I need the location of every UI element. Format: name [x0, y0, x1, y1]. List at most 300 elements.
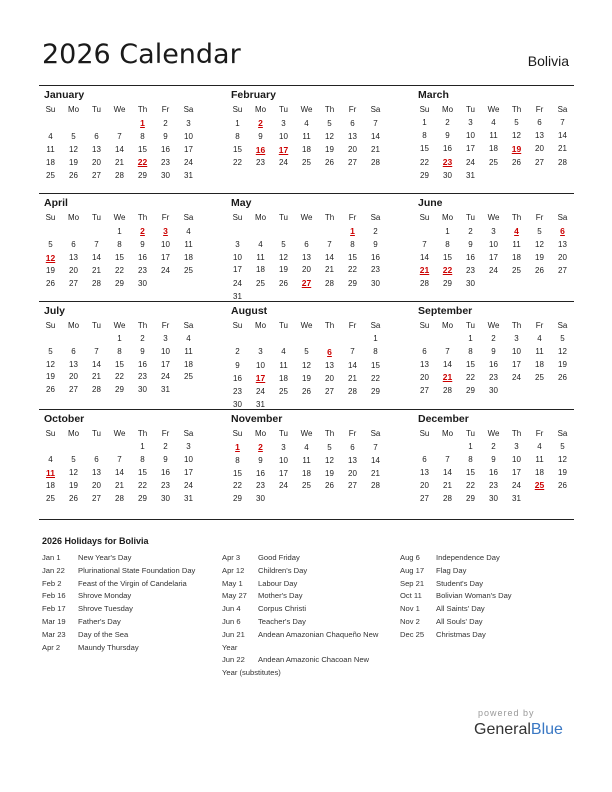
day-cell: 2	[468, 226, 473, 236]
day-cell: 19	[46, 266, 55, 276]
month-name: May	[231, 197, 252, 209]
weekday-header: Th	[324, 321, 335, 330]
empty-day-cell	[295, 493, 318, 506]
day-cell: 27	[69, 385, 78, 395]
day-cell: 16	[489, 359, 498, 369]
day-cell: 30	[161, 171, 170, 181]
day-cell: 22	[115, 372, 124, 382]
day-cell: 12	[558, 346, 567, 356]
day-cell: 18	[302, 468, 311, 478]
weekday-header: Su	[45, 429, 56, 438]
holiday-name: Andean Amazonic Chacoan New	[258, 655, 370, 665]
week-row	[413, 454, 574, 467]
day-cell: 21	[558, 144, 567, 154]
day-cell: 29	[443, 279, 452, 289]
day-cell: 23	[233, 387, 242, 397]
day-cell: 3	[514, 442, 519, 451]
day-cell: 5	[514, 118, 519, 127]
month-name: June	[418, 197, 443, 209]
day-cell: 12	[302, 360, 311, 370]
day-cell: 21	[348, 373, 357, 383]
day-cell: 13	[348, 131, 357, 141]
weekday-header: Sa	[557, 321, 568, 330]
weekday-header: Th	[324, 105, 335, 114]
generalblue-logo[interactable]	[474, 720, 563, 740]
holiday-entry	[400, 565, 512, 578]
week-row	[413, 170, 574, 183]
holiday-date: Jun 6	[222, 616, 241, 626]
day-cell: 17	[466, 144, 475, 154]
weekday-header: Th	[511, 213, 522, 222]
day-cell: 26	[279, 278, 288, 288]
holiday-date: Nov 2	[400, 616, 420, 626]
week-row	[39, 454, 200, 467]
day-cell: 30	[138, 385, 147, 395]
holiday-day-number: 1	[140, 118, 145, 128]
quarter-row	[39, 302, 574, 410]
day-cell: 15	[138, 468, 147, 478]
day-cell: 14	[325, 252, 334, 262]
day-cell: 31	[161, 385, 170, 395]
holiday-name: Shrove Tuesday	[78, 604, 133, 614]
week-row	[226, 372, 387, 386]
day-cell: 5	[71, 454, 76, 464]
day-cell: 8	[373, 347, 378, 357]
day-cell: 9	[491, 346, 496, 356]
week-row	[413, 359, 574, 372]
day-cell: 21	[325, 265, 334, 275]
holiday-date: Jun 21	[222, 629, 245, 639]
calendar-grid	[39, 85, 574, 520]
weekday-header: Tu	[465, 105, 476, 114]
day-cell: 24	[279, 481, 288, 491]
holiday-day-number: 11	[46, 467, 55, 478]
weekday-header: Fr	[348, 213, 357, 222]
day-cell: 23	[256, 158, 265, 168]
day-cell: 26	[512, 157, 521, 167]
day-cell: 10	[161, 239, 170, 249]
week-row	[39, 170, 200, 183]
holiday-date: Jun 4	[222, 604, 241, 614]
day-cell: 8	[235, 131, 240, 141]
day-cell: 17	[512, 359, 521, 369]
holiday-date: Apr 3	[222, 553, 241, 562]
day-cell: 9	[258, 455, 263, 465]
day-cell: 22	[466, 480, 475, 490]
day-cell: 9	[140, 346, 145, 356]
day-cell: 27	[420, 386, 429, 396]
day-cell: 20	[535, 144, 544, 154]
day-cell: 18	[184, 359, 193, 369]
day-cell: 23	[256, 481, 265, 491]
week-row	[226, 360, 387, 373]
day-cell: 14	[92, 253, 101, 263]
holiday-entry	[400, 552, 512, 565]
week-row	[413, 385, 574, 398]
empty-day-cell	[85, 333, 108, 346]
month-table	[226, 103, 387, 170]
day-cell: 19	[558, 359, 567, 369]
day-cell: 22	[115, 266, 124, 276]
empty-day-cell	[39, 225, 62, 239]
day-cell: 1	[117, 334, 122, 343]
day-cell: 19	[535, 252, 544, 262]
day-cell: 6	[422, 454, 427, 464]
weekday-header: Mo	[67, 213, 80, 222]
day-cell: 20	[420, 480, 429, 490]
week-row	[413, 441, 574, 454]
holiday-date: Apr 12	[222, 565, 245, 575]
weekday-header: Su	[419, 213, 430, 222]
day-cell: 7	[560, 118, 565, 127]
weekday-header: Sa	[370, 321, 381, 330]
day-cell: 18	[302, 145, 311, 155]
holiday-day-number: 27	[301, 278, 312, 289]
month-name: February	[231, 89, 276, 101]
holiday-name: Children's Day	[258, 565, 308, 575]
weekday-header: Tu	[465, 321, 476, 330]
day-cell: 3	[468, 118, 473, 127]
day-cell: 22	[348, 265, 357, 275]
day-cell: 12	[325, 131, 334, 141]
day-cell: 20	[348, 145, 357, 155]
day-cell: 20	[420, 372, 429, 382]
day-cell: 7	[445, 346, 450, 356]
holiday-day-number: 4	[514, 226, 519, 236]
holiday-name: Student's Day	[436, 578, 484, 588]
day-cell: 17	[161, 253, 170, 263]
day-cell: 9	[163, 454, 168, 464]
day-cell: 16	[443, 144, 452, 154]
day-cell: 11	[279, 360, 288, 370]
week-row	[226, 386, 387, 399]
holiday-day-cell	[436, 156, 459, 170]
holiday-entry	[400, 616, 512, 629]
week-row	[413, 278, 574, 291]
holiday-name: All Saints' Day	[436, 604, 485, 614]
day-cell: 15	[115, 253, 124, 263]
day-cell: 8	[350, 239, 355, 249]
holiday-entry	[222, 552, 378, 565]
weekday-header: We	[113, 105, 126, 114]
empty-day-cell	[177, 278, 200, 291]
day-cell: 10	[512, 454, 521, 464]
day-cell: 23	[489, 372, 498, 382]
day-cell: 20	[302, 265, 311, 275]
powered-by-text: powered by	[478, 708, 535, 718]
holiday-day-number: 2	[258, 442, 263, 452]
day-cell: 18	[279, 373, 288, 383]
day-cell: 5	[281, 239, 286, 249]
holiday-day-cell	[295, 277, 318, 291]
weekday-header: Mo	[254, 213, 267, 222]
weekday-header: Sa	[557, 105, 568, 114]
day-cell: 24	[233, 278, 242, 288]
month-name: November	[231, 413, 283, 425]
weekday-header: Mo	[254, 321, 267, 330]
week-row	[226, 264, 387, 277]
day-cell: 10	[279, 131, 288, 141]
holiday-day-number: 17	[255, 373, 266, 384]
holiday-entry	[222, 629, 378, 642]
weekday-header: Th	[137, 105, 148, 114]
day-cell: 11	[512, 239, 521, 249]
holiday-entry-continuation	[222, 667, 378, 680]
month-name: January	[44, 89, 85, 101]
holiday-name: New Year's Day	[78, 553, 132, 562]
day-cell: 6	[350, 442, 355, 452]
week-row	[226, 117, 387, 131]
holiday-day-number: 23	[442, 157, 453, 168]
weekday-header: Fr	[535, 321, 544, 330]
weekday-header: Fr	[161, 213, 170, 222]
empty-day-cell	[62, 441, 85, 454]
day-cell: 29	[138, 171, 147, 181]
month-name: July	[44, 305, 66, 317]
day-cell: 9	[373, 239, 378, 249]
day-cell: 17	[512, 467, 521, 477]
weekday-header: We	[487, 105, 500, 114]
week-row	[39, 239, 200, 252]
day-cell: 8	[235, 455, 240, 465]
holiday-entry	[400, 603, 512, 616]
day-cell: 26	[69, 494, 78, 504]
day-cell: 23	[138, 372, 147, 382]
day-cell: 12	[325, 455, 334, 465]
day-cell: 18	[46, 157, 55, 167]
weekday-header: Tu	[278, 429, 289, 438]
day-cell: 10	[161, 346, 170, 356]
page-title: 2026 Calendar	[42, 39, 241, 70]
holiday-name: All Souls' Day	[436, 616, 483, 626]
day-cell: 17	[184, 468, 193, 478]
holiday-entry-continuation	[222, 642, 378, 655]
holiday-day-cell	[528, 479, 551, 493]
holiday-name: Mother's Day	[258, 591, 303, 601]
week-row	[413, 225, 574, 239]
empty-day-cell	[226, 225, 249, 239]
empty-day-cell	[154, 278, 177, 291]
empty-day-cell	[39, 441, 62, 454]
day-cell: 13	[420, 359, 429, 369]
holidays-title: 2026 Holidays for Bolivia	[42, 536, 149, 546]
holiday-day-cell	[131, 156, 154, 170]
holiday-date: Aug 17	[400, 565, 425, 575]
week-row	[226, 468, 387, 481]
day-cell: 24	[256, 387, 265, 397]
holiday-name: Shrove Monday	[78, 591, 132, 601]
day-cell: 9	[445, 130, 450, 140]
weekday-header: Su	[419, 105, 430, 114]
weekday-header: Th	[137, 429, 148, 438]
week-row	[413, 333, 574, 346]
holiday-day-cell	[551, 225, 574, 239]
day-cell: 19	[46, 372, 55, 382]
day-cell: 21	[92, 266, 101, 276]
week-row	[39, 156, 200, 170]
weekday-header: Tu	[465, 213, 476, 222]
weekday-header: Fr	[535, 213, 544, 222]
day-cell: 25	[256, 278, 265, 288]
day-cell: 10	[184, 454, 193, 464]
weekday-header: Sa	[183, 105, 194, 114]
holiday-name-continued: Year	[222, 642, 238, 652]
weekday-header: We	[113, 213, 126, 222]
weekday-header: Mo	[254, 429, 267, 438]
day-cell: 26	[325, 158, 334, 168]
day-cell: 24	[466, 157, 475, 167]
day-cell: 24	[279, 158, 288, 168]
day-cell: 7	[117, 454, 122, 464]
month-table	[226, 211, 387, 304]
month-june	[413, 194, 574, 301]
holiday-date: Oct 11	[400, 591, 422, 601]
holiday-column	[400, 552, 512, 642]
day-cell: 22	[233, 158, 242, 168]
weekday-header: Mo	[254, 105, 267, 114]
day-cell: 16	[161, 144, 170, 154]
day-cell: 9	[491, 454, 496, 464]
empty-day-cell	[62, 333, 85, 346]
empty-day-cell	[39, 117, 62, 131]
holiday-name: Christmas Day	[436, 629, 486, 639]
day-cell: 11	[489, 130, 498, 140]
day-cell: 10	[512, 346, 521, 356]
holiday-entry	[42, 590, 195, 603]
day-cell: 11	[184, 346, 193, 356]
day-cell: 23	[161, 481, 170, 491]
holiday-day-number: 1	[235, 442, 240, 452]
empty-day-cell	[177, 384, 200, 397]
holiday-day-number: 6	[327, 346, 332, 357]
empty-day-cell	[318, 493, 341, 506]
weekday-header: Mo	[441, 213, 454, 222]
month-name: December	[418, 413, 469, 425]
day-cell: 28	[92, 385, 101, 395]
month-name: April	[44, 197, 68, 209]
weekday-header: Th	[511, 105, 522, 114]
holiday-name: Plurinational State Foundation Day	[78, 565, 196, 575]
day-cell: 31	[184, 171, 193, 181]
weekday-header: Su	[45, 213, 56, 222]
empty-day-cell	[249, 225, 272, 239]
day-cell: 13	[92, 468, 101, 478]
day-cell: 29	[233, 494, 242, 504]
empty-day-cell	[528, 170, 551, 183]
empty-day-cell	[85, 441, 108, 454]
empty-day-cell	[551, 278, 574, 291]
empty-day-cell	[364, 493, 387, 506]
day-cell: 6	[422, 346, 427, 356]
day-cell: 26	[46, 279, 55, 289]
empty-day-cell	[62, 117, 85, 131]
week-row	[413, 479, 574, 493]
holiday-day-number: 2	[140, 226, 145, 236]
day-cell: 8	[422, 130, 427, 140]
month-november	[226, 410, 387, 519]
day-cell: 9	[235, 360, 240, 370]
week-row	[39, 252, 200, 266]
empty-day-cell	[505, 278, 528, 291]
day-cell: 22	[420, 157, 429, 167]
holiday-entry	[222, 603, 378, 616]
day-cell: 31	[256, 399, 265, 409]
day-cell: 19	[558, 467, 567, 477]
weekday-header: We	[300, 321, 313, 330]
day-cell: 22	[233, 481, 242, 491]
month-table	[413, 319, 574, 398]
weekday-header: Fr	[161, 321, 170, 330]
weekday-header: Th	[511, 321, 522, 330]
day-cell: 25	[489, 157, 498, 167]
day-cell: 11	[535, 454, 544, 464]
day-cell: 28	[371, 158, 380, 168]
holiday-name: Maundy Thursday	[78, 642, 139, 652]
day-cell: 5	[327, 118, 332, 128]
month-march	[413, 86, 574, 193]
day-cell: 11	[46, 144, 55, 154]
week-row	[226, 277, 387, 291]
week-row	[39, 359, 200, 372]
weekday-header: Fr	[348, 429, 357, 438]
day-cell: 31	[512, 494, 521, 504]
day-cell: 30	[138, 279, 147, 289]
holiday-day-number: 21	[442, 372, 453, 383]
day-cell: 19	[69, 157, 78, 167]
holiday-day-number: 21	[419, 265, 430, 276]
week-row	[413, 130, 574, 143]
weekday-header: Mo	[67, 105, 80, 114]
day-cell: 3	[235, 239, 240, 249]
weekday-header: Tu	[465, 429, 476, 438]
day-cell: 12	[512, 130, 521, 140]
day-cell: 23	[371, 265, 380, 275]
day-cell: 28	[443, 386, 452, 396]
day-cell: 1	[468, 334, 473, 343]
day-cell: 15	[371, 360, 380, 370]
day-cell: 17	[233, 265, 242, 275]
day-cell: 22	[466, 372, 475, 382]
day-cell: 14	[420, 252, 429, 262]
day-cell: 3	[258, 347, 263, 357]
month-may	[226, 194, 387, 301]
day-cell: 26	[558, 480, 567, 490]
weekday-header: Tu	[91, 213, 102, 222]
week-row	[39, 493, 200, 506]
day-cell: 16	[161, 468, 170, 478]
day-cell: 26	[302, 387, 311, 397]
day-cell: 20	[348, 468, 357, 478]
day-cell: 30	[233, 399, 242, 409]
weekday-header: Su	[232, 213, 243, 222]
month-april	[39, 194, 200, 301]
day-cell: 11	[302, 131, 311, 141]
empty-day-cell	[85, 117, 108, 131]
day-cell: 17	[184, 144, 193, 154]
day-cell: 13	[325, 360, 334, 370]
month-table	[226, 319, 387, 412]
weekday-header: Tu	[278, 105, 289, 114]
day-cell: 7	[350, 347, 355, 357]
holiday-entry	[222, 590, 378, 603]
day-cell: 16	[138, 359, 147, 369]
holiday-name: Teacher's Day	[258, 616, 306, 626]
day-cell: 21	[443, 480, 452, 490]
week-row	[39, 333, 200, 346]
week-row	[226, 144, 387, 158]
day-cell: 6	[94, 454, 99, 464]
day-cell: 17	[279, 468, 288, 478]
